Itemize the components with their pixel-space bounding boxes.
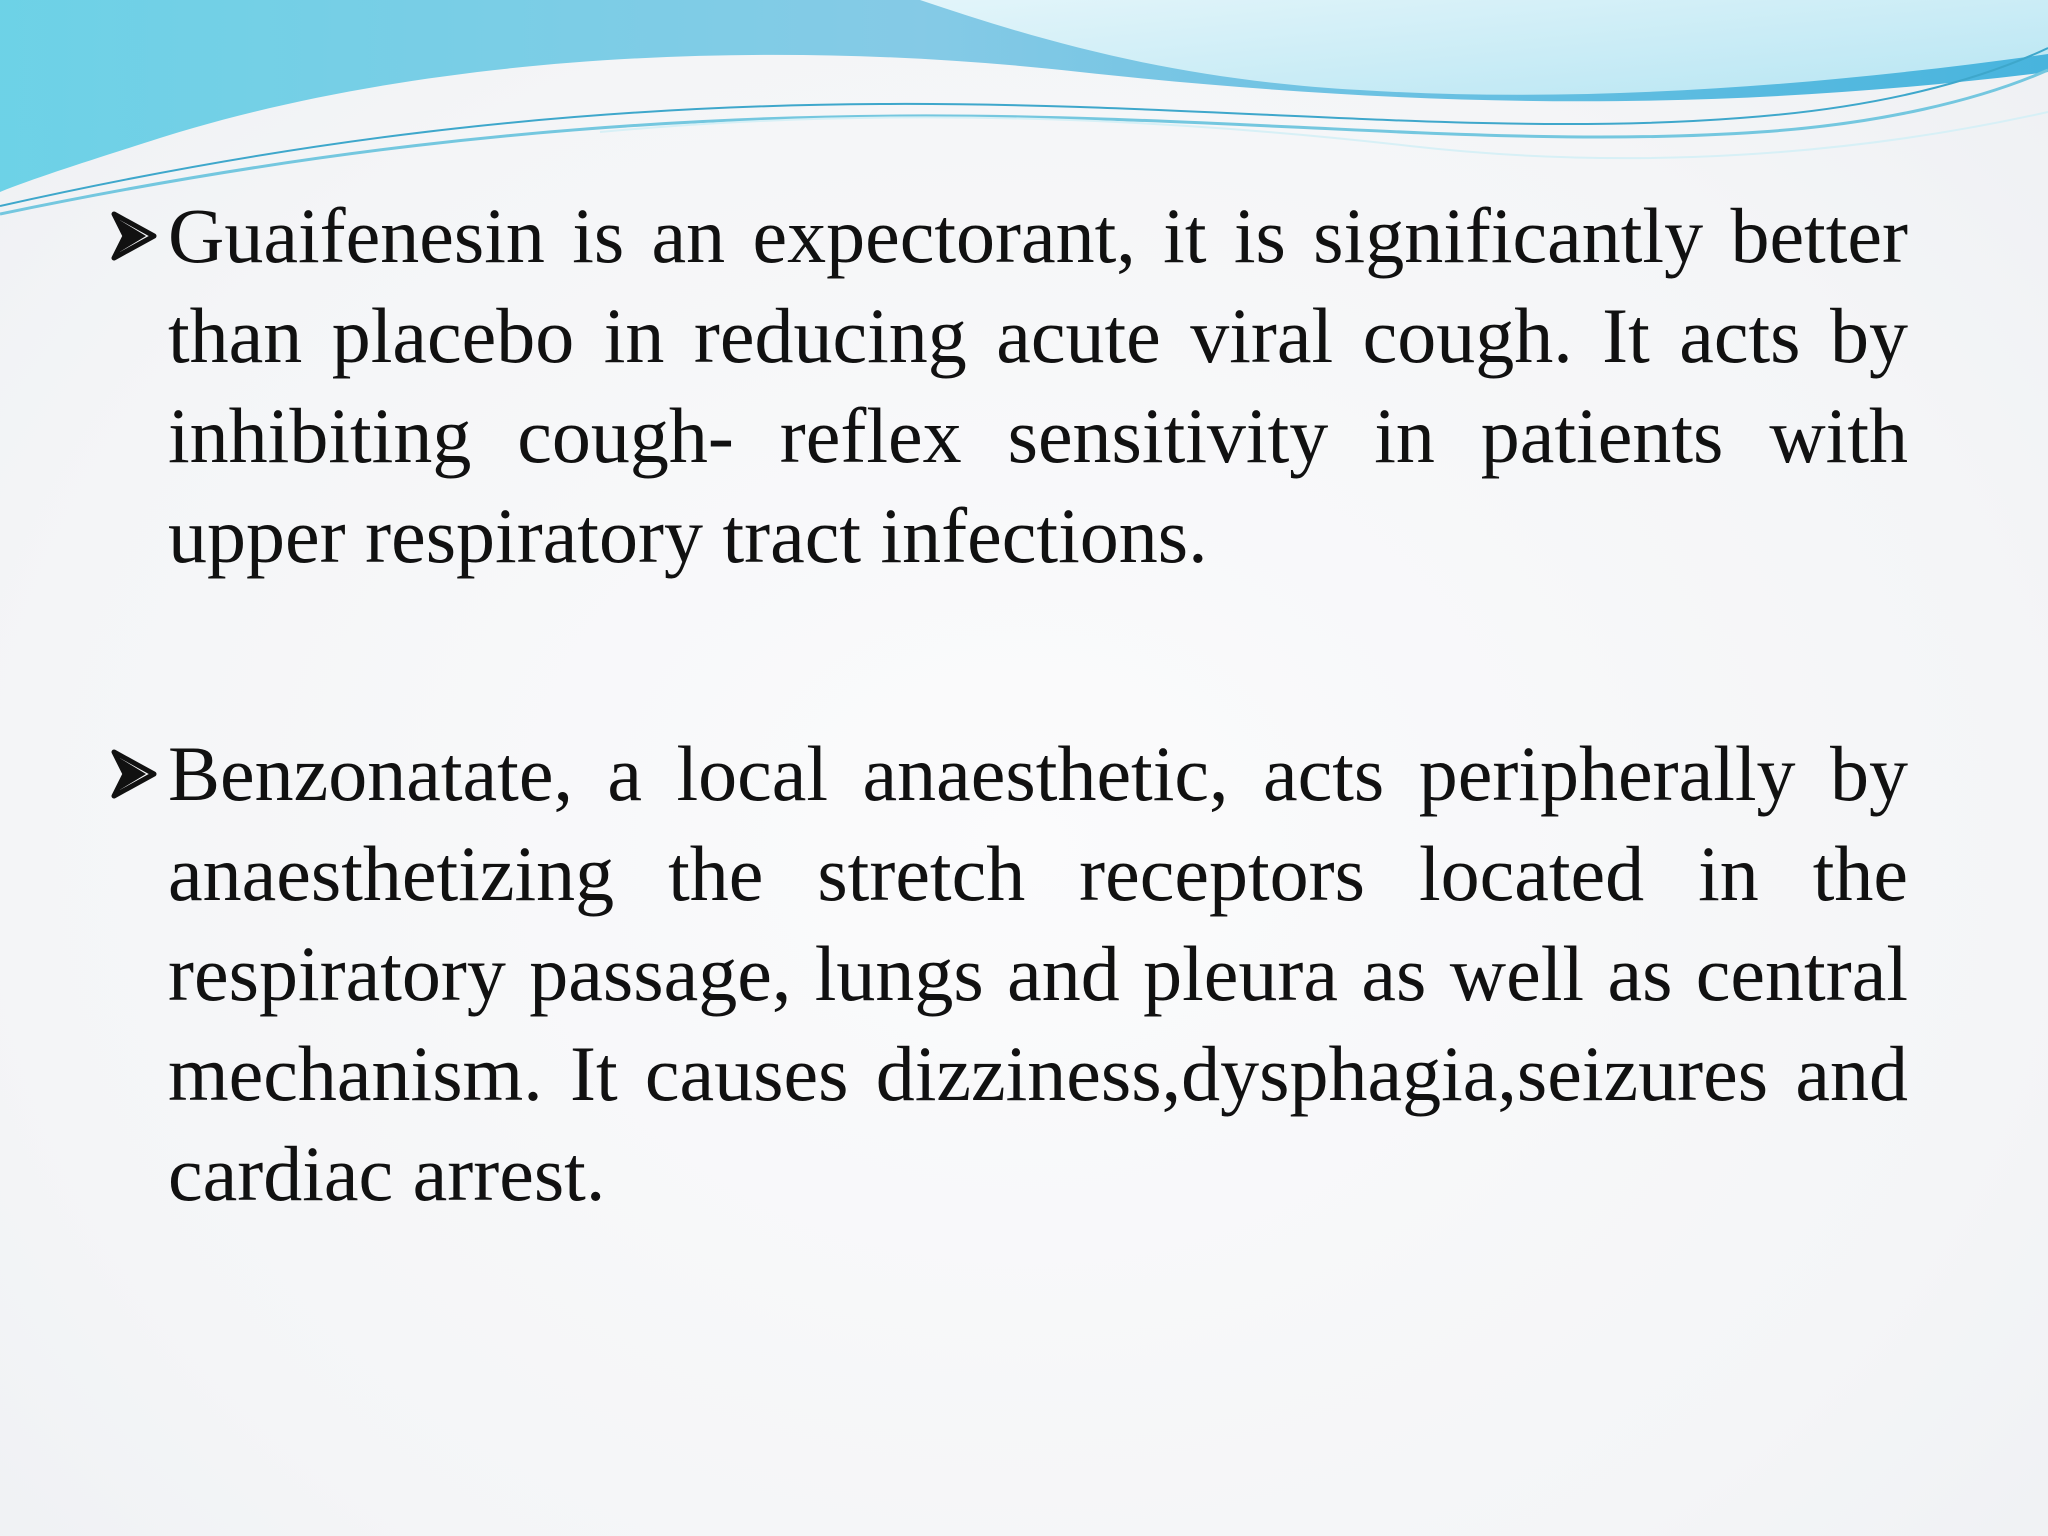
arrowhead-bullet-icon	[108, 748, 160, 800]
bullet-item-guaifenesin	[108, 186, 1908, 586]
bullet-list	[108, 186, 1908, 1224]
arrowhead-bullet-icon	[108, 210, 160, 262]
bullet-text-guaifenesin: Guaifenesin is an expectorant, it is significantly better than placebo in reducing acute viral cough. It acts by inhibiting cough- reflex sensitivity in patients with upper respiratory tract infections.	[168, 192, 1908, 579]
bullet-item-benzonatate	[108, 724, 1908, 1224]
bullet-text-benzonatate: Benzonatate, a local anaesthetic, acts peripherally by anaesthetizing the stretch receptors located in the respiratory passage, lungs and pleura as well as central mechanism. It causes dizziness,dysphagia,seizures and cardiac arrest.	[168, 730, 1908, 1217]
